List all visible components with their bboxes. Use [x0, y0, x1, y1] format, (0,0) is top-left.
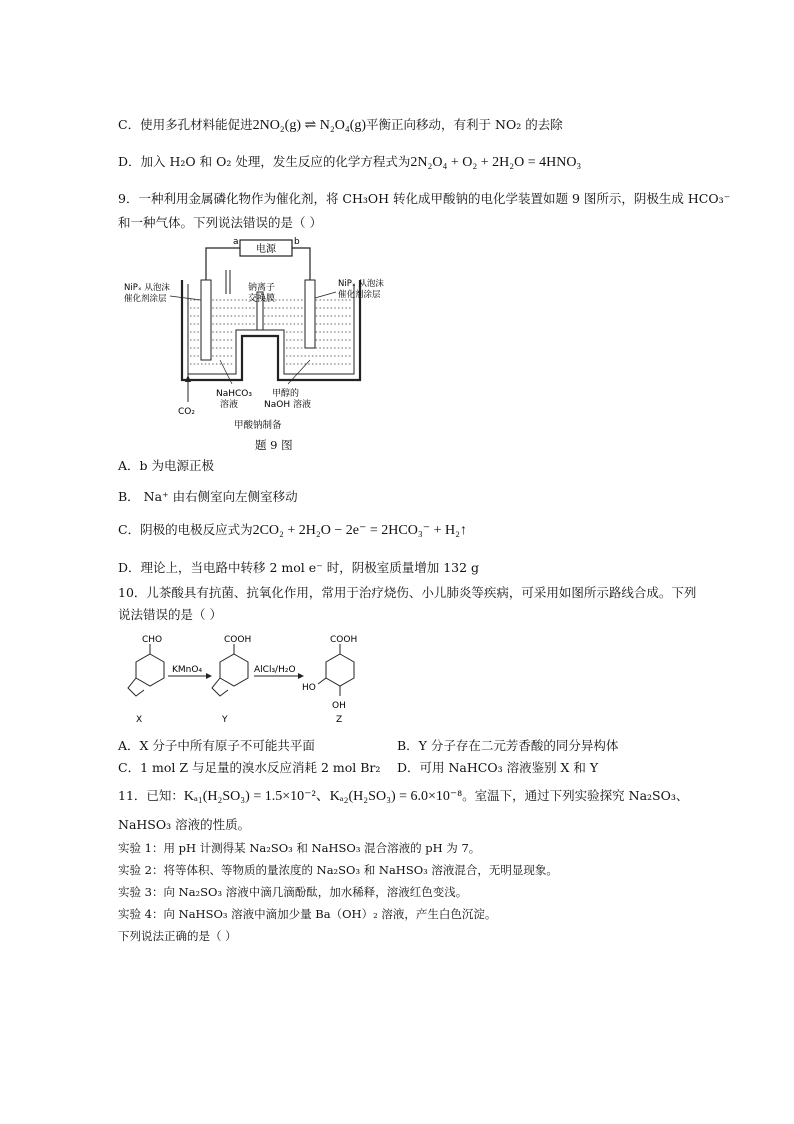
- molecule-z: [318, 644, 354, 696]
- left-catalyst-label-2: 催化剂涂层: [124, 294, 167, 304]
- terminal-b-label: b: [294, 237, 300, 247]
- left-solution-label-1: NaHCO₃: [216, 389, 252, 399]
- q11-question: 下列说法正确的是（ ）: [118, 929, 237, 943]
- q9-electrolysis-figure: [124, 232, 384, 437]
- q11-stem-line2: NaHSO₃ 溶液的性质。: [118, 817, 251, 832]
- x-cho-label: CHO: [142, 635, 163, 645]
- terminal-a-label: a: [233, 237, 239, 247]
- left-catalyst-label-1: NiPₓ 从泡沫: [124, 283, 170, 293]
- q8-option-d: D．加入 H₂O 和 O₂ 处理，发生反应的化学方程式为2N₂O₄ + O₂ + 2H₂O = 4HNO₃: [118, 154, 582, 170]
- q10-synthesis-scheme: [118, 630, 378, 730]
- reagent-kmno4: KMnO₄: [172, 665, 203, 675]
- z-oh-label: OH: [332, 701, 346, 711]
- q11-ka-constants: Kₐ₁(H₂SO₃) = 1.5×10⁻²、Kₐ₂(H₂SO₃) = 6.0×10⁻⁸: [183, 789, 463, 804]
- right-catalyst-label-1: NiPₓ 从泡沫: [338, 279, 384, 289]
- q9-option-c: C．阴极的电极反应式为2CO₂ + 2H₂O − 2e⁻ = 2HCO₃⁻ + H₂↑: [118, 522, 468, 538]
- right-solution-label-1: 甲醇的: [272, 389, 300, 399]
- co2-inlet-label: CO₂: [178, 407, 195, 417]
- right-catalyst-label-2: 催化剂涂层: [338, 290, 381, 300]
- q11-experiment-4: 实验 4：向 NaHSO₃ 溶液中滴加少量 Ba（OH）₂ 溶液，产生白色沉淀。: [118, 907, 497, 921]
- reagent-alcl3: AlCl₃/H₂O: [254, 665, 296, 675]
- q9-cathode-equation: 2CO₂ + 2H₂O − 2e⁻ = 2HCO₃⁻ + H₂↑: [252, 523, 468, 538]
- q8-reaction-equation: 2N₂O₄ + O₂ + 2H₂O = 4HNO₃: [410, 155, 582, 170]
- molecule-y: [212, 644, 248, 696]
- q8-option-c: C．使用多孔材料能促进2NO₂(g) ⇌ N₂O₄(g)平衡正向移动，有利于 NO₂ 的去除: [118, 117, 563, 133]
- q10-stem-line1: 10．儿茶酸具有抗菌、抗氧化作用，常用于治疗烧伤、小儿肺炎等疾病，可采用如图所示路线合成。下列: [118, 585, 697, 600]
- membrane-label-2: 交换膜: [248, 294, 276, 304]
- molecule-x: [128, 644, 164, 696]
- q10-stem-line2: 说法错误的是（ ）: [118, 607, 222, 622]
- q9-stem-line2: 和一种气体。下列说法错误的是（ ）: [118, 215, 322, 230]
- x-label: X: [136, 715, 143, 725]
- q9-stem-line1: 9．一种利用金属磷化物作为催化剂，将 CH₃OH 转化成甲酸钠的电化学装置如题 9 图所示，阴极生成 HCO₃⁻: [118, 191, 731, 206]
- q10-option-a: A．X 分子中所有原子不可能共平面: [118, 738, 315, 753]
- right-solution-label-2: NaOH 溶液: [264, 400, 311, 410]
- q9-figure-caption: 题 9 图: [255, 438, 293, 452]
- q11-experiment-3: 实验 3：向 Na₂SO₃ 溶液中滴几滴酚酞，加水稀释，溶液红色变浅。: [118, 885, 468, 899]
- q8-equilibrium-equation: 2NO₂(g) ⇌ N₂O₄(g): [252, 118, 367, 133]
- power-supply-label: 电源: [256, 244, 276, 255]
- z-cooh-label: COOH: [330, 635, 358, 645]
- figure-bottom-label: 甲酸钠制备: [234, 420, 282, 431]
- membrane-label-1: 钠离子: [248, 283, 276, 293]
- q9-option-a: A．b 为电源正极: [118, 458, 215, 473]
- y-cooh-label: COOH: [224, 635, 252, 645]
- z-label: Z: [336, 715, 343, 725]
- z-ho-label: HO: [302, 683, 316, 693]
- q11-stem-line1: 11．已知：Kₐ₁(H₂SO₃) = 1.5×10⁻²、Kₐ₂(H₂SO₃) = 6.0×10⁻⁸。室温下，通过下列实验探究 Na₂SO₃、: [118, 788, 689, 804]
- q9-option-d: D．理论上，当电路中转移 2 mol e⁻ 时，阴极室质量增加 132 g: [118, 560, 480, 575]
- q9-option-b: B． Na⁺ 由右侧室向左侧室移动: [118, 489, 298, 504]
- y-label: Y: [222, 715, 228, 725]
- q10-option-b: B．Y 分子存在二元芳香酸的同分异构体: [397, 738, 619, 753]
- q10-option-c: C．1 mol Z 与足量的溴水反应消耗 2 mol Br₂: [118, 760, 381, 775]
- q10-option-d: D．可用 NaHCO₃ 溶液鉴别 X 和 Y: [397, 760, 599, 775]
- q11-experiment-2: 实验 2：将等体积、等物质的量浓度的 Na₂SO₃ 和 NaHSO₃ 溶液混合，无明显现象。: [118, 863, 558, 877]
- left-solution-label-2: 溶液: [220, 400, 239, 410]
- q11-experiment-1: 实验 1：用 pH 计测得某 Na₂SO₃ 和 NaHSO₃ 混合溶液的 pH 为 7。: [118, 841, 481, 855]
